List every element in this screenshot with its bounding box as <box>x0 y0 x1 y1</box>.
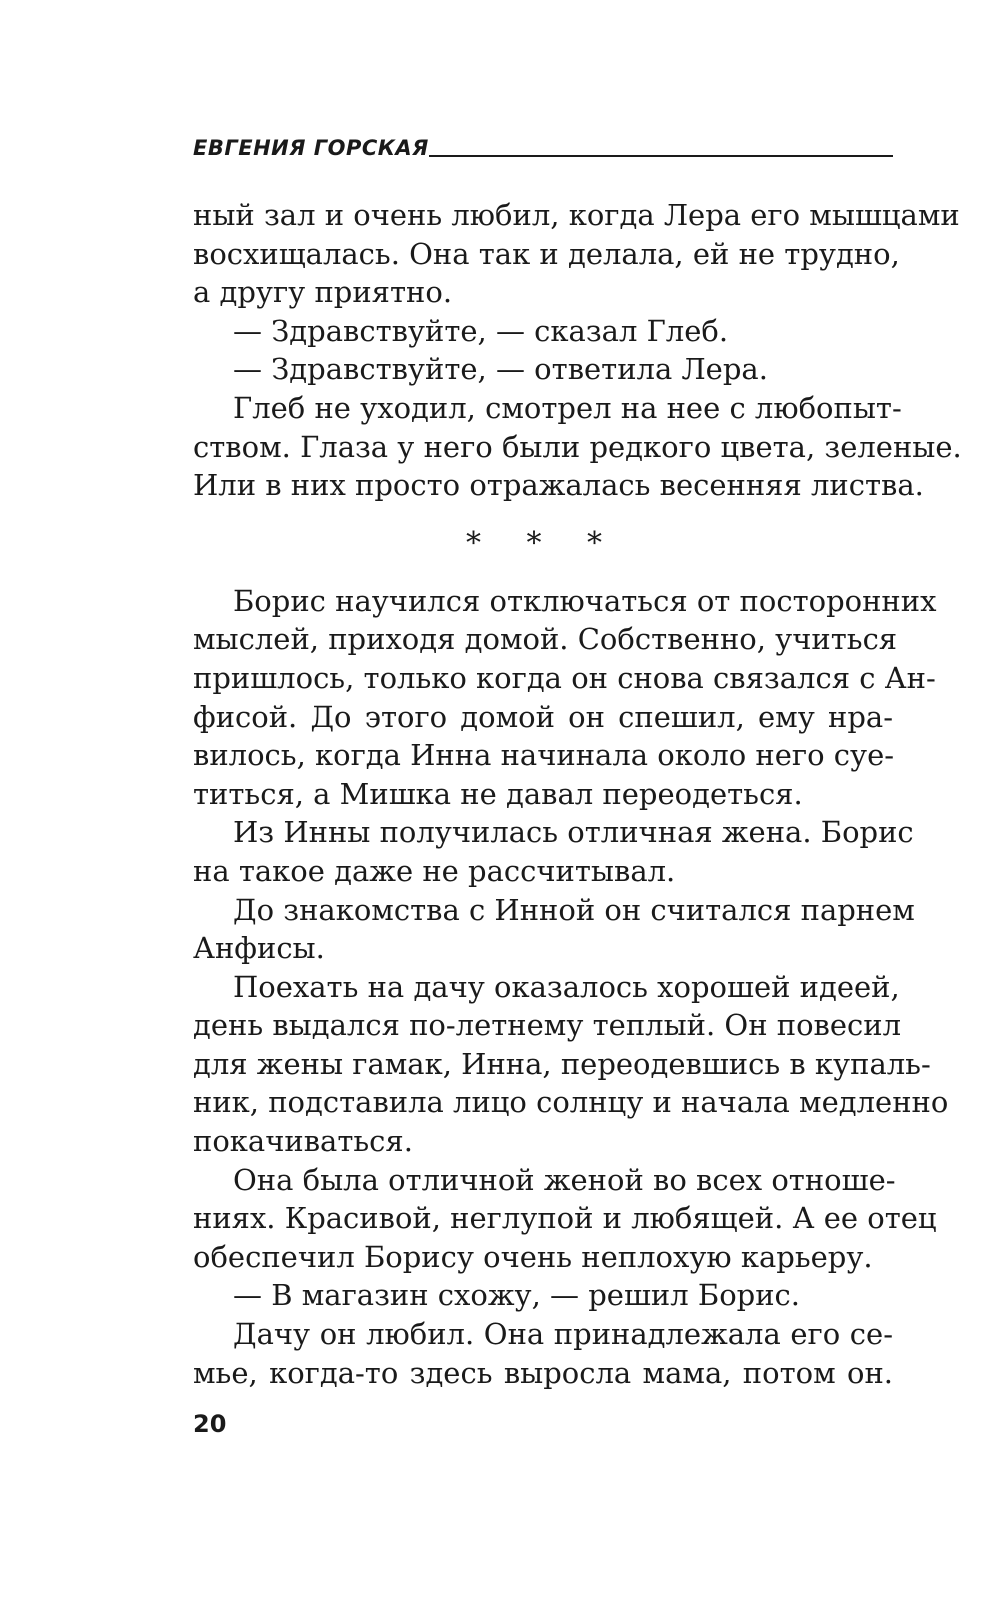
text-line: фисой. До этого домой он спешил, ему нра- <box>193 699 893 734</box>
text-line: на такое даже не рассчитывал. <box>193 853 676 888</box>
text-line: До знакомства с Инной он считался парнем <box>233 892 915 927</box>
text-line: Глеб не уходил, смотрел на нее с любопыт- <box>233 390 902 425</box>
text-line: Или в них просто отражалась весенняя листва. <box>193 468 924 503</box>
dialogue-line: — Здравствуйте, — ответила Лера. <box>233 352 768 387</box>
text-line: Дачу он любил. Она принадлежала его се- <box>233 1317 893 1352</box>
page-number: 20 <box>193 1410 227 1438</box>
text-line: Борис научился отключаться от посторонних <box>233 583 937 618</box>
text-line: обеспечил Борису очень неплохую карьеру. <box>193 1239 873 1274</box>
text-line: вилось, когда Инна начинала около него суе- <box>193 738 895 773</box>
text-line: титься, а Мишка не давал переодеться. <box>193 776 803 811</box>
text-line: Из Инны получилась отличная жена. Борис <box>233 815 914 850</box>
dialogue-line: — Здравствуйте, — сказал Глеб. <box>233 313 729 348</box>
text-line: ством. Глаза у него были редкого цвета, зеленые. <box>193 429 962 464</box>
body-text <box>193 196 962 1392</box>
text-line: восхищалась. Она так и делала, ей не трудно, <box>193 236 900 271</box>
text-line: покачиваться. <box>193 1124 413 1159</box>
section-separator: * * * <box>465 525 621 561</box>
text-line: мье, когда-то здесь выросла мама, потом он. <box>193 1355 893 1390</box>
text-line: Анфисы. <box>193 931 325 966</box>
header-rule <box>429 155 893 157</box>
text-line: мыслей, приходя домой. Собственно, учиться <box>193 622 898 657</box>
text-line: день выдался по-летнему теплый. Он повесил <box>193 1008 902 1043</box>
dialogue-line: — В магазин схожу, — решил Борис. <box>233 1278 801 1313</box>
running-header <box>193 136 893 160</box>
text-line: пришлось, только когда он снова связался с Ан- <box>193 660 936 695</box>
header-author: ЕВГЕНИЯ ГОРСКАЯ <box>193 136 429 160</box>
text-line: Поехать на дачу оказалось хорошей идеей, <box>233 969 900 1004</box>
text-line: а другу приятно. <box>193 275 453 310</box>
text-line: ник, подставила лицо солнцу и начала медленно <box>193 1085 949 1120</box>
text-line: ниях. Красивой, неглупой и любящей. А ее отец <box>193 1201 937 1236</box>
text-line: для жены гамак, Инна, переодевшись в купаль- <box>193 1046 931 1081</box>
text-line: ный зал и очень любил, когда Лера его мышцами <box>193 198 960 232</box>
text-line: Она была отличной женой во всех отноше- <box>233 1162 896 1197</box>
